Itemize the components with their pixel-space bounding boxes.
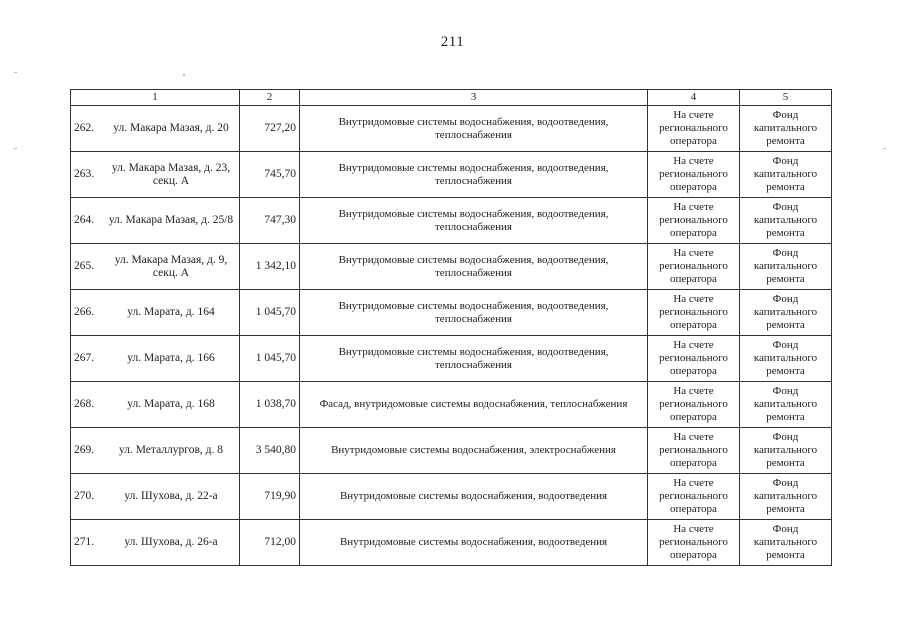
area-cell: 727,20 <box>240 106 300 152</box>
column-header-5: 5 <box>740 90 832 106</box>
address-text: ул. Макара Мазая, д. 20 <box>113 122 229 134</box>
area-cell: 747,30 <box>240 198 300 244</box>
fund-cell: Фонд капитального ремонта <box>740 520 832 566</box>
address-cell <box>71 382 240 428</box>
row-number: 269. <box>74 444 95 456</box>
table-row <box>71 336 832 382</box>
table-row <box>71 520 832 566</box>
column-header-1: 1 <box>71 90 240 106</box>
works-cell: Внутридомовые системы водоснабжения, водоотведения <box>300 520 648 566</box>
address-text: ул. Марата, д. 168 <box>127 398 215 410</box>
address-text: ул. Макара Мазая, д. 23, секц. А <box>111 161 231 187</box>
table-row <box>71 474 832 520</box>
row-number: 267. <box>74 352 95 364</box>
address-text: ул. Шухова, д. 22-а <box>124 490 218 502</box>
address-cell <box>71 198 240 244</box>
works-cell: Внутридомовые системы водоснабжения, водоотведения, теплоснабжения <box>300 152 648 198</box>
works-cell: Внутридомовые системы водоснабжения, водоотведения, теплоснабжения <box>300 336 648 382</box>
works-cell: Внутридомовые системы водоснабжения, водоотведения, теплоснабжения <box>300 198 648 244</box>
account-cell: На счете регионального оператора <box>648 198 740 244</box>
account-cell: На счете регионального оператора <box>648 520 740 566</box>
account-cell: На счете регионального оператора <box>648 152 740 198</box>
address-text: ул. Макара Мазая, д. 25/8 <box>108 214 234 226</box>
works-cell: Внутридомовые системы водоснабжения, водоотведения, теплоснабжения <box>300 106 648 152</box>
address-text: ул. Шухова, д. 26-а <box>124 536 218 548</box>
table-row <box>71 428 832 474</box>
address-text: ул. Марата, д. 164 <box>127 306 215 318</box>
column-header-2: 2 <box>240 90 300 106</box>
row-number: 263. <box>74 168 95 180</box>
column-header-4: 4 <box>648 90 740 106</box>
fund-cell: Фонд капитального ремонта <box>740 152 832 198</box>
row-number: 262. <box>74 122 95 134</box>
area-cell: 1 045,70 <box>240 336 300 382</box>
table-row <box>71 244 832 290</box>
address-cell <box>71 474 240 520</box>
scan-speck <box>14 148 17 149</box>
address-cell <box>71 520 240 566</box>
address-text: ул. Марата, д. 166 <box>127 352 215 364</box>
address-cell <box>71 244 240 290</box>
row-number: 271. <box>74 536 95 548</box>
address-cell <box>71 336 240 382</box>
table-row <box>71 290 832 336</box>
area-cell: 1 038,70 <box>240 382 300 428</box>
account-cell: На счете регионального оператора <box>648 474 740 520</box>
table-row <box>71 198 832 244</box>
table-row <box>71 106 832 152</box>
address-cell <box>71 152 240 198</box>
account-cell: На счете регионального оператора <box>648 106 740 152</box>
table-body <box>71 106 832 566</box>
works-cell: Внутридомовые системы водоснабжения, водоотведения, теплоснабжения <box>300 244 648 290</box>
row-number: 268. <box>74 398 95 410</box>
works-cell: Внутридомовые системы водоснабжения, электроснабжения <box>300 428 648 474</box>
table-row <box>71 382 832 428</box>
area-cell: 745,70 <box>240 152 300 198</box>
area-cell: 3 540,80 <box>240 428 300 474</box>
fund-cell: Фонд капитального ремонта <box>740 198 832 244</box>
fund-cell: Фонд капитального ремонта <box>740 244 832 290</box>
scan-speck <box>14 72 17 73</box>
fund-cell: Фонд капитального ремонта <box>740 336 832 382</box>
row-number: 264. <box>74 214 95 226</box>
account-cell: На счете регионального оператора <box>648 290 740 336</box>
row-number: 265. <box>74 260 95 272</box>
address-cell <box>71 106 240 152</box>
works-cell: Внутридомовые системы водоснабжения, водоотведения, теплоснабжения <box>300 290 648 336</box>
works-cell: Внутридомовые системы водоснабжения, водоотведения <box>300 474 648 520</box>
address-text: ул. Металлургов, д. 8 <box>119 444 223 456</box>
fund-cell: Фонд капитального ремонта <box>740 106 832 152</box>
area-cell: 712,00 <box>240 520 300 566</box>
address-cell <box>71 428 240 474</box>
address-text: ул. Макара Мазая, д. 9, секц. А <box>114 253 228 279</box>
table-header <box>71 90 832 106</box>
scan-speck <box>183 74 185 76</box>
area-cell: 1 342,10 <box>240 244 300 290</box>
column-header-3: 3 <box>300 90 648 106</box>
fund-cell: Фонд капитального ремонта <box>740 382 832 428</box>
row-number: 270. <box>74 490 95 502</box>
area-cell: 719,90 <box>240 474 300 520</box>
account-cell: На счете регионального оператора <box>648 244 740 290</box>
account-cell: На счете регионального оператора <box>648 336 740 382</box>
account-cell: На счете регионального оператора <box>648 428 740 474</box>
address-cell <box>71 290 240 336</box>
row-number: 266. <box>74 306 95 318</box>
works-table <box>70 89 832 566</box>
works-cell: Фасад, внутридомовые системы водоснабжения, теплоснабжения <box>300 382 648 428</box>
fund-cell: Фонд капитального ремонта <box>740 474 832 520</box>
fund-cell: Фонд капитального ремонта <box>740 428 832 474</box>
area-cell: 1 045,70 <box>240 290 300 336</box>
page-number: 211 <box>440 34 465 50</box>
table-row <box>71 152 832 198</box>
fund-cell: Фонд капитального ремонта <box>740 290 832 336</box>
account-cell: На счете регионального оператора <box>648 382 740 428</box>
scan-speck <box>883 148 886 149</box>
